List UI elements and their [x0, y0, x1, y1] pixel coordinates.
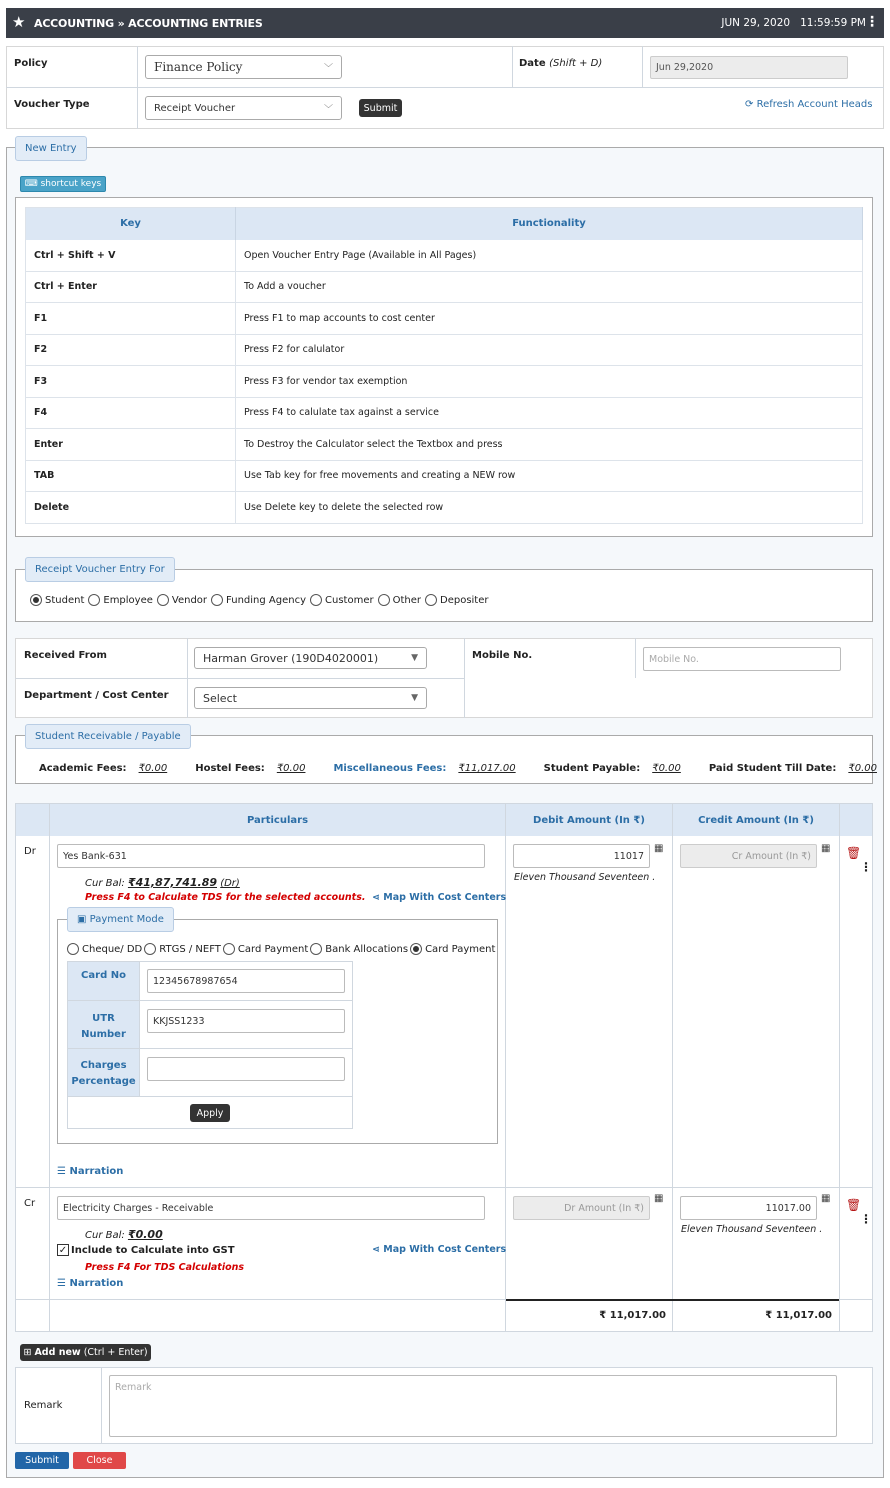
student-payable-value[interactable]: ₹0.00: [652, 763, 681, 774]
radio-icon: [310, 943, 322, 955]
misc-fees-value[interactable]: ₹11,017.00: [458, 763, 516, 774]
add-new-button[interactable]: ⊞ Add new (Ctrl + Enter): [20, 1344, 151, 1361]
shortcut-key: F1: [26, 303, 236, 335]
dr-map-cost-centers[interactable]: ⋖ Map With Cost Centers: [372, 892, 507, 903]
col-debit: Debit Amount (In ₹): [506, 804, 672, 836]
payment-mode-0[interactable]: Cheque/ DD: [67, 943, 142, 955]
cr-tds-hint: Press F4 For TDS Calculations: [85, 1262, 245, 1273]
close-button[interactable]: Close: [73, 1452, 126, 1469]
shortcut-key: Ctrl + Shift + V: [26, 240, 236, 272]
charges-label: Charges Percentage: [71, 1060, 136, 1087]
radio-icon: [211, 594, 223, 606]
received-from-select[interactable]: Harman Grover (190D4020001) ▼: [194, 647, 427, 669]
more-icon[interactable]: ⋮: [865, 14, 879, 30]
shortcut-row: [26, 460, 863, 492]
cr-account-input[interactable]: Electricity Charges - Receivable: [57, 1196, 485, 1220]
dr-narration-link[interactable]: ☰ Narration: [57, 1166, 124, 1177]
cr-narration-link[interactable]: ☰ Narration: [57, 1278, 124, 1289]
remark-label: Remark: [24, 1400, 63, 1411]
received-from-label: Received From: [24, 650, 107, 661]
calculator-icon[interactable]: ▦: [654, 843, 664, 854]
radio-funding-agency[interactable]: Funding Agency: [211, 594, 306, 606]
datetime: JUN 29, 2020 11:59:59 PM: [721, 17, 866, 29]
shortcut-row: [26, 334, 863, 366]
cr-map-cost-centers[interactable]: ⋖ Map With Cost Centers: [372, 1244, 507, 1255]
narration-icon: ☰: [57, 1166, 66, 1177]
shortcut-key: Enter: [26, 429, 236, 461]
total-debit: ₹ 11,017.00: [599, 1310, 666, 1321]
page-title: ACCOUNTING » ACCOUNTING ENTRIES: [34, 17, 263, 30]
refresh-icon: ⟳: [745, 99, 754, 110]
radio-icon: [88, 594, 100, 606]
payment-mode-1[interactable]: RTGS / NEFT: [144, 943, 221, 955]
keyboard-icon: ⌨: [24, 179, 41, 189]
plus-icon: ⊞: [23, 1347, 35, 1358]
shortcut-row: [26, 492, 863, 524]
remark-textarea[interactable]: Remark: [109, 1375, 837, 1437]
refresh-account-heads-link[interactable]: ⟳ Refresh Account Heads: [745, 99, 873, 110]
shortcut-function: To Destroy the Calculator select the Textbox and press: [236, 429, 863, 461]
shortcut-row: [26, 271, 863, 303]
col-particulars: Particulars: [50, 804, 505, 836]
shortcut-function: To Add a voucher: [236, 271, 863, 303]
shortcut-row: [26, 240, 863, 272]
shortcut-row: [26, 397, 863, 429]
shortcut-key: F3: [26, 366, 236, 398]
shortcut-key: TAB: [26, 460, 236, 492]
cr-type: Cr: [24, 1198, 36, 1209]
mobile-label: Mobile No.: [472, 650, 533, 661]
card-no-label: Card No: [81, 970, 126, 981]
shortcut-function: Press F1 to map accounts to cost center: [236, 303, 863, 335]
radio-other[interactable]: Other: [378, 594, 421, 606]
utr-label: UTR Number: [81, 1013, 126, 1040]
payment-mode-4[interactable]: Card Payment: [410, 943, 495, 955]
shortcut-function: Press F3 for vendor tax exemption: [236, 366, 863, 398]
radio-icon: [378, 594, 390, 606]
radio-icon: [410, 943, 422, 955]
dr-tds-hint: Press F4 to Calculate TDS for the selected accounts.: [85, 892, 366, 903]
entry-for-legend: Receipt Voucher Entry For: [25, 557, 175, 582]
trash-icon[interactable]: 🗑: [846, 1198, 862, 1212]
card-no-input[interactable]: 12345678987654: [147, 969, 345, 993]
department-label: Department / Cost Center: [24, 690, 169, 701]
shortcut-function: Use Tab key for free movements and creating a NEW row: [236, 460, 863, 492]
cr-balance: Cur Bal: ₹0.00: [85, 1228, 163, 1241]
voucher-type-label: Voucher Type: [14, 99, 90, 110]
share-icon: ⋖: [372, 892, 380, 903]
check-icon: ✓: [58, 1244, 68, 1256]
narration-icon: ☰: [57, 1278, 66, 1289]
dr-debit-input[interactable]: 11017: [513, 844, 650, 868]
dr-account-input[interactable]: Yes Bank-631: [57, 844, 485, 868]
shortcut-key: F4: [26, 397, 236, 429]
calculator-icon[interactable]: ▦: [821, 1193, 831, 1204]
student-legend: Student Receivable / Payable: [25, 724, 191, 749]
submit-button[interactable]: Submit: [15, 1452, 69, 1469]
radio-icon: [425, 594, 437, 606]
student-summary: Academic Fees: ₹0.00 Hostel Fees: ₹0.00 Miscellaneous Fees: ₹11,017.00 Student Payable: ₹0.00 Paid Student Till Date: ₹0.00: [39, 763, 877, 774]
date-input[interactable]: Jun 29,2020: [650, 56, 848, 79]
radio-student[interactable]: Student: [30, 594, 84, 606]
radio-icon: [67, 943, 79, 955]
voucher-type-select[interactable]: Receipt Voucher ﹀: [145, 96, 342, 120]
radio-depositer[interactable]: Depositer: [425, 594, 489, 606]
calculator-icon[interactable]: ▦: [821, 843, 831, 854]
apply-button[interactable]: Apply: [190, 1104, 230, 1122]
charges-input[interactable]: [147, 1057, 345, 1081]
col-functionality: Functionality: [236, 208, 863, 240]
policy-select[interactable]: Finance Policy ﹀: [145, 55, 342, 79]
mobile-input[interactable]: Mobile No.: [643, 647, 841, 671]
radio-icon: [223, 943, 235, 955]
radio-vendor[interactable]: Vendor: [157, 594, 207, 606]
payment-mode-2[interactable]: Card Payment: [223, 943, 308, 955]
radio-employee[interactable]: Employee: [88, 594, 153, 606]
payment-mode-3[interactable]: Bank Allocations: [310, 943, 408, 955]
cr-credit-input[interactable]: 11017.00: [680, 1196, 817, 1220]
utr-input[interactable]: KKJSS1233: [147, 1009, 345, 1033]
hostel-fees-value[interactable]: ₹0.00: [276, 763, 306, 774]
header-submit-button[interactable]: Submit: [359, 99, 402, 117]
shortcut-table: [25, 207, 863, 524]
shortcut-row: [26, 429, 863, 461]
radio-icon: [157, 594, 169, 606]
shortcut-function: Press F4 to calulate tax against a service: [236, 397, 863, 429]
shortcut-key: F2: [26, 334, 236, 366]
cr-debit-input[interactable]: Dr Amount (In ₹): [513, 1196, 650, 1220]
radio-customer[interactable]: Customer: [310, 594, 374, 606]
shortcut-key: Delete: [26, 492, 236, 524]
caret-down-icon: ▼: [411, 693, 418, 703]
new-entry-legend: New Entry: [15, 136, 87, 161]
department-select[interactable]: Select ▼: [194, 687, 427, 709]
calculator-icon[interactable]: ▦: [654, 1193, 664, 1204]
entry-for-radios: [30, 594, 493, 606]
shortcut-function: Use Delete key to delete the selected row: [236, 492, 863, 524]
cr-credit-words: Eleven Thousand Seventeen .: [681, 1224, 823, 1235]
trash-icon[interactable]: 🗑: [846, 846, 862, 860]
row-menu-icon[interactable]: ⋮: [860, 860, 872, 874]
star-icon[interactable]: ★: [12, 13, 26, 31]
share-icon: ⋖: [372, 1244, 380, 1255]
payment-mode-radios: [67, 943, 497, 955]
radio-icon: [144, 943, 156, 955]
chevron-down-icon: ﹀: [323, 104, 333, 115]
money-icon: ▣: [77, 914, 90, 925]
payment-mode-legend: ▣ Payment Mode: [67, 907, 174, 932]
date-label: Date (Shift + D): [519, 58, 603, 69]
radio-icon: [30, 594, 42, 606]
dr-balance: Cur Bal: ₹41,87,741.89 (Dr): [85, 876, 240, 889]
total-credit: ₹ 11,017.00: [765, 1310, 832, 1321]
col-credit: Credit Amount (In ₹): [673, 804, 839, 836]
chevron-down-icon: ﹀: [323, 63, 333, 74]
shortcut-function: Open Voucher Entry Page (Available in All Pages): [236, 240, 863, 272]
col-key: Key: [26, 208, 236, 240]
policy-label: Policy: [14, 58, 48, 69]
academic-fees-value[interactable]: ₹0.00: [138, 763, 168, 774]
dr-credit-input[interactable]: Cr Amount (In ₹): [680, 844, 817, 868]
dr-type: Dr: [24, 846, 36, 857]
shortcut-row: [26, 366, 863, 398]
shortcut-key: Ctrl + Enter: [26, 271, 236, 303]
paid-value[interactable]: ₹0.00: [848, 763, 877, 774]
shortcut-function: Press F2 for calulator: [236, 334, 863, 366]
shortcut-row: [26, 303, 863, 335]
gst-checkbox[interactable]: ✓ Include to Calculate into GST: [58, 1244, 235, 1256]
shortcut-keys-button[interactable]: ⌨ shortcut keys: [20, 176, 106, 192]
dr-debit-words: Eleven Thousand Seventeen .: [514, 872, 656, 883]
row-menu-icon[interactable]: ⋮: [860, 1212, 872, 1226]
top-bar: [6, 8, 884, 38]
radio-icon: [310, 594, 322, 606]
caret-down-icon: ▼: [411, 653, 418, 663]
